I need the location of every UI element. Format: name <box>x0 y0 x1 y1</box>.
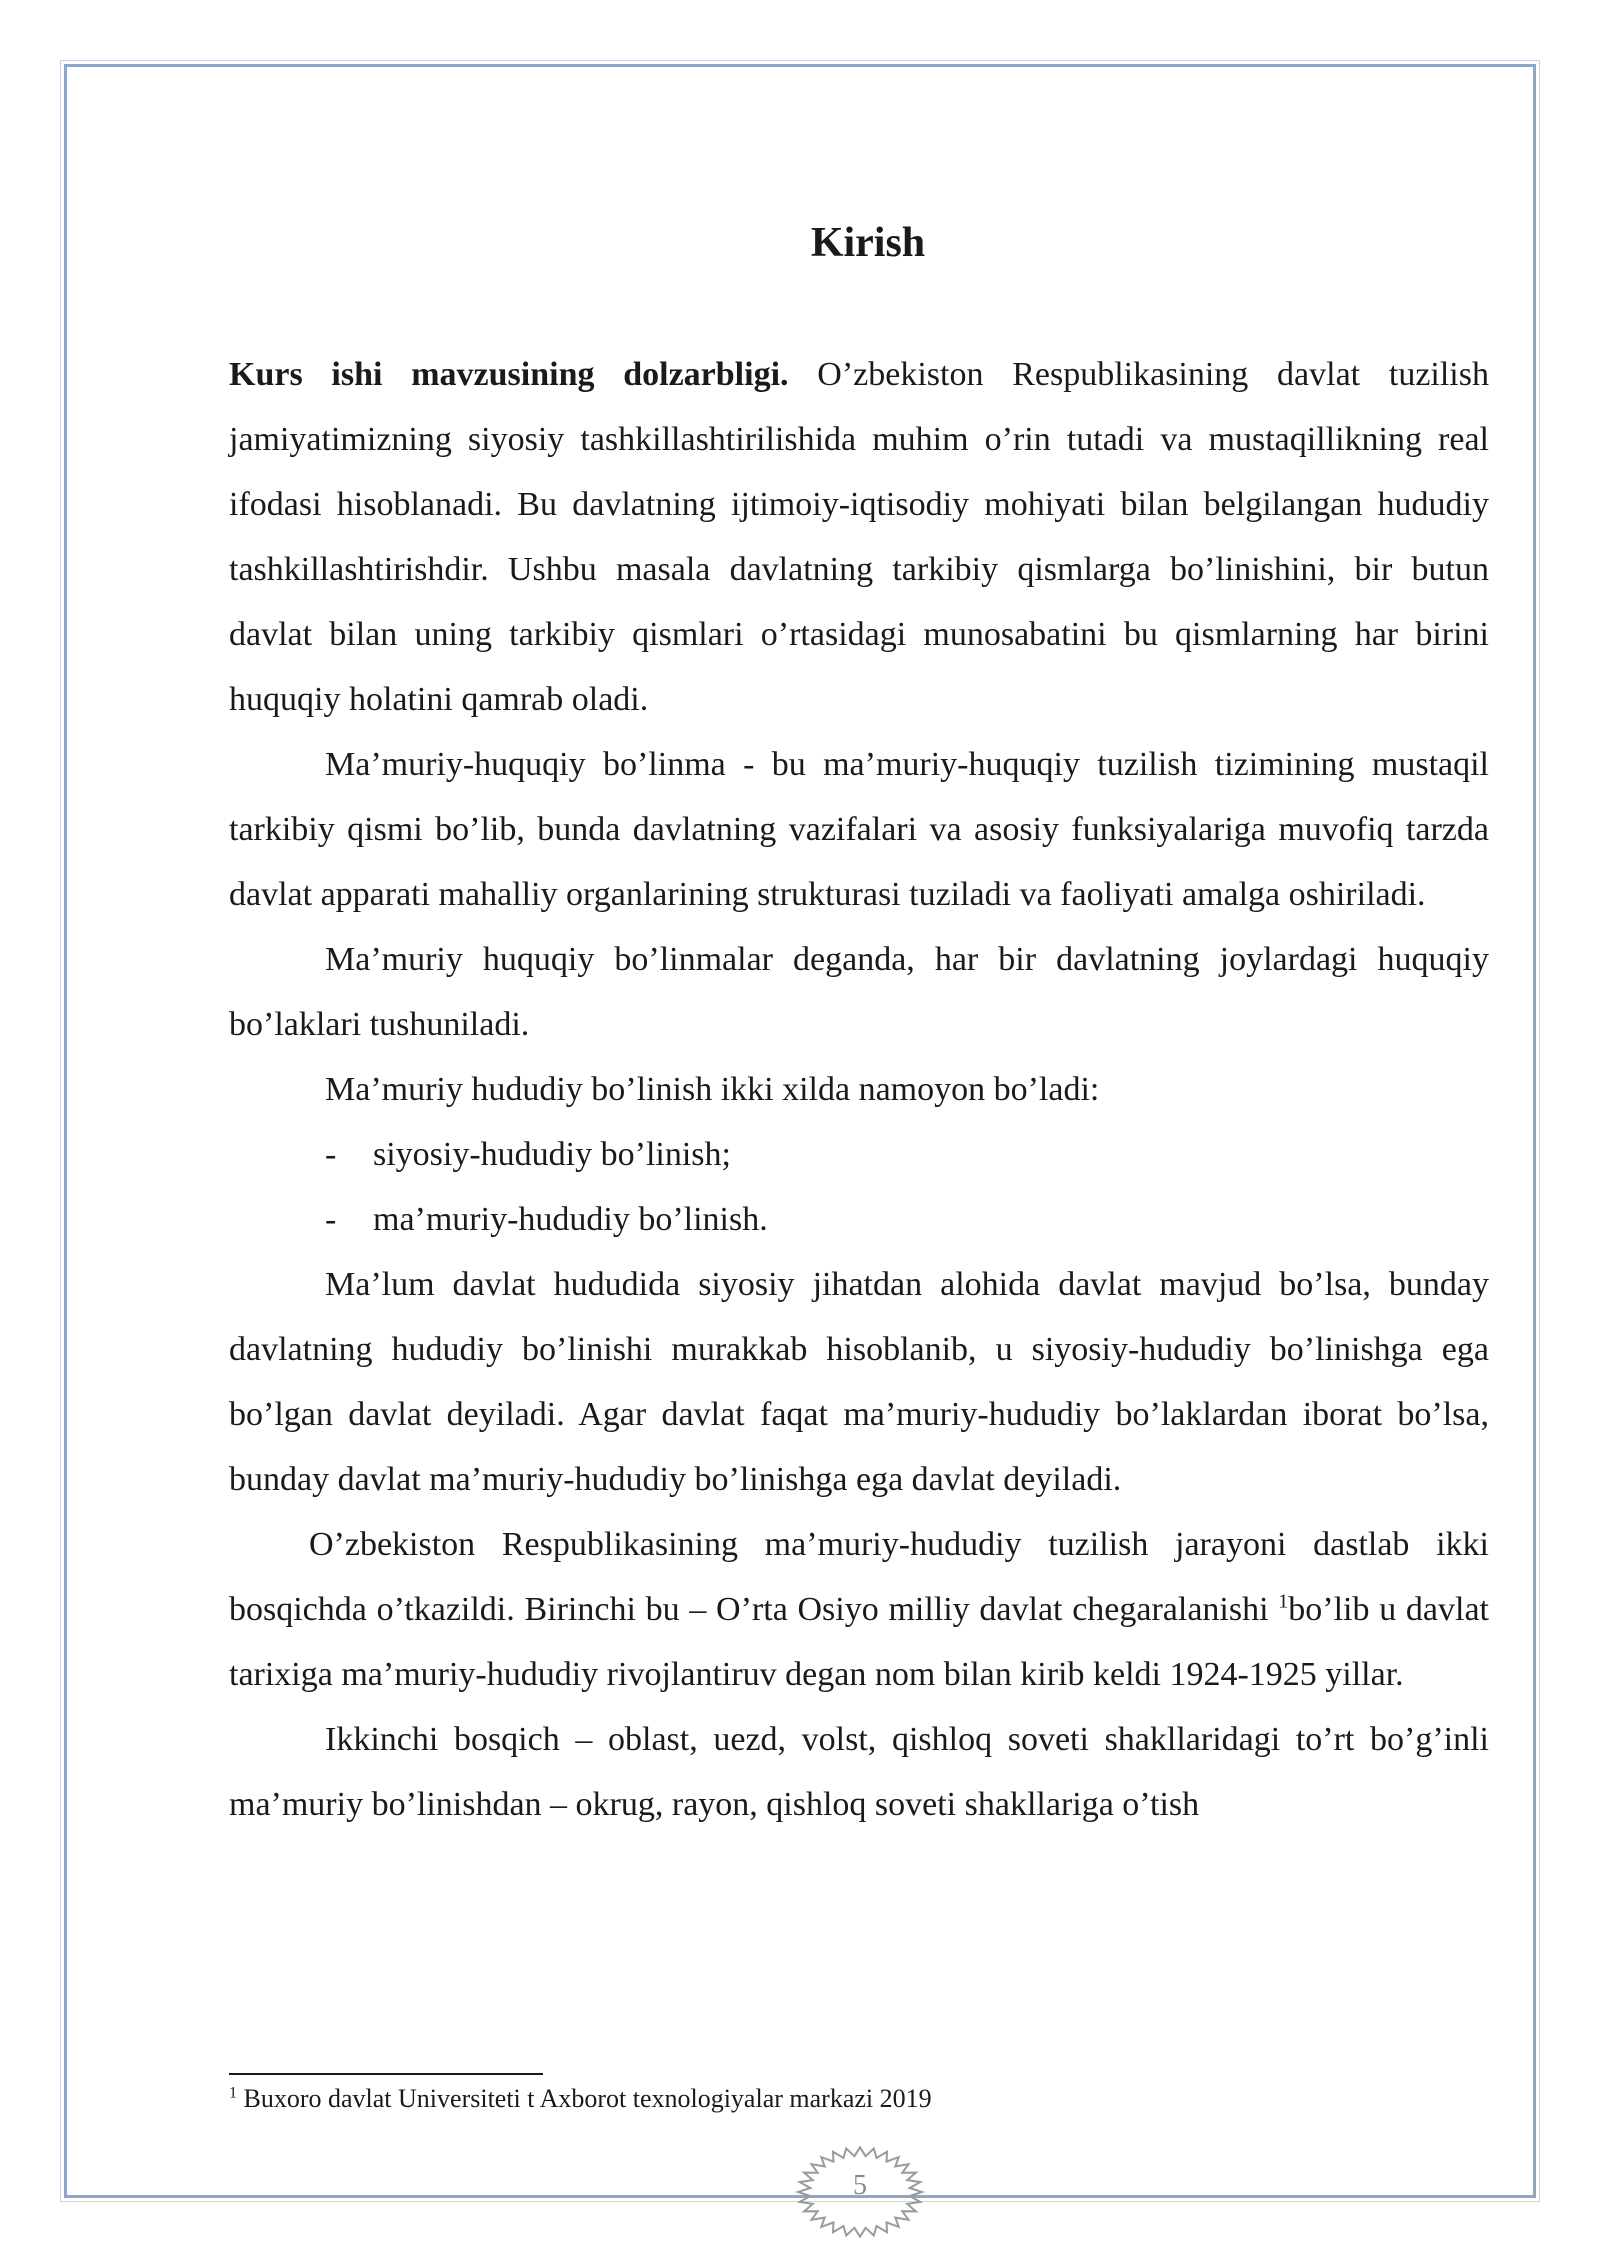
paragraph-4: Ma’muriy hududiy bo’linish ikki xilda namoyon bo’ladi: <box>325 1071 1100 1108</box>
paragraph-2: Ma’muriy-huquqiy bo’linma - bu ma’muriy-huquqiy tuzilish tizimining mustaqil tarkibiy qismi bo’lib, bunda davlatning vazifalari va asosiy funksiyalariga muvofiq tarzda davlat apparati mahalliy organlarining strukturasi tuziladi va faoliyati amalga oshiriladi. <box>229 746 1489 913</box>
page-title: Kirish <box>810 220 926 266</box>
paragraph-1-text: O’zbekiston Respublikasining davlat tuzilish jamiyatimizning siyosiy tashkillashtirilishida muhim o’rin tutadi va mustaqillikning real ifodasi hisoblanadi. Bu davlatning ijtimoiy-iqtisodiy mohiyati bilan belgilangan hududiy tashkillashtirishdir. Ushbu masala davlatning tarkibiy qismlarga bo’linishini, bir butun davlat bilan uning tarkibiy qismlari o’rtasidagi munosabatini bu qismlarning har birini huquqiy holatini qamrab oladi. <box>229 356 1489 718</box>
paragraph-1-lead: Kurs ishi mavzusining dolzarbligi. <box>229 356 789 393</box>
page-number: 5 <box>853 2170 867 2201</box>
paragraph-7: Ikkinchi bosqich – oblast, uezd, volst, qishloq soveti shakllaridagi to’rt bo’g’inli ma’muriy bo’linishdan – okrug, rayon, qishloq soveti shakllariga o’tish <box>229 1721 1489 1823</box>
paragraph-6 <box>229 1512 1489 1707</box>
list-dash: - <box>325 1136 337 1173</box>
list-item-text: siyosiy-hududiy bo’linish; <box>373 1136 731 1173</box>
list-item-text: ma’muriy-hududiy bo’linish. <box>373 1201 768 1238</box>
list-dash: - <box>325 1201 337 1238</box>
footnote-separator <box>229 2073 543 2075</box>
footnote-marker: 1 <box>229 2084 237 2102</box>
list-item <box>229 1187 1489 1252</box>
body-text <box>229 342 1489 1837</box>
footnote-text: Buxoro davlat Universiteti t Axborot texnologiyalar markazi 2019 <box>237 2084 932 2113</box>
paragraph-1 <box>229 342 1489 732</box>
paragraph-6-text-a: O’zbekiston Respublikasining ma’muriy-hududiy tuzilish jarayoni dastlab ikki bosqichda o’tkazildi. Birinchi bu – O’rta Osiyo milliy davlat chegaralanishi <box>229 1526 1489 1628</box>
footnote-reference[interactable]: 1 <box>1278 1590 1289 1613</box>
list-item <box>229 1122 1489 1187</box>
paragraph-5: Ma’lum davlat hududida siyosiy jihatdan alohida davlat mavjud bo’lsa, bunday davlatning hududiy bo’linishi murakkab hisoblanib, u siyosiy-hududiy bo’linishga ega bo’lgan davlat deyiladi. Agar davlat faqat ma’muriy-hududiy bo’laklardan iborat bo’lsa, bunday davlat ma’muriy-hududiy bo’linishga ega davlat deyiladi. <box>229 1266 1489 1498</box>
page-number-badge <box>790 2144 930 2240</box>
footnote <box>229 2082 932 2116</box>
paragraph-3: Ma’muriy huquqiy bo’linmalar deganda, har bir davlatning joylardagi huquqiy bo’laklari tushuniladi. <box>229 941 1489 1043</box>
paragraph-6-text-b: bo’lib u davlat tarixiga ma’muriy-hududiy rivojlantiruv degan nom bilan kirib keldi 1924-1925 yillar. <box>229 1591 1489 1693</box>
